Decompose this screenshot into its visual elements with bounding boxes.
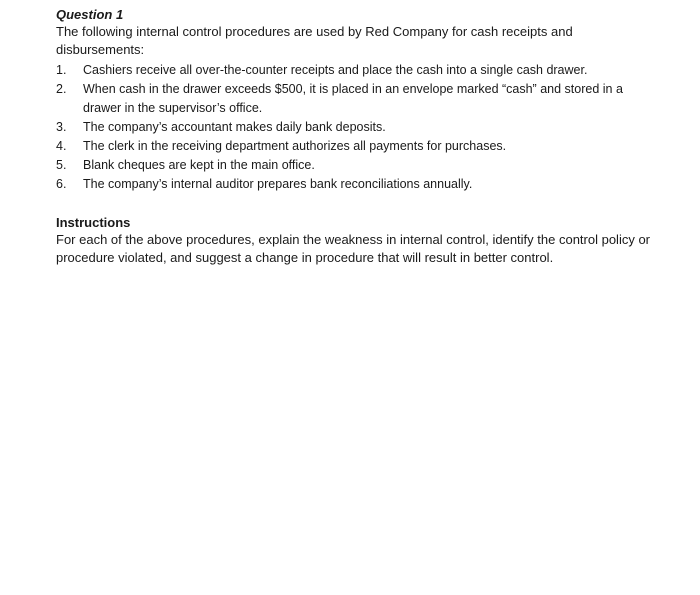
list-item-number: 1. — [56, 63, 67, 77]
list-item-text: Cashiers receive all over-the-counter receipts and place the cash into a single cash drawer. — [83, 63, 588, 77]
list-item-number: 6. — [56, 177, 67, 191]
question-intro: The following internal control procedures are used by Red Company for cash receipts and disbursements: — [56, 24, 573, 57]
list-item-text: The clerk in the receiving department authorizes all payments for purchases. — [83, 139, 507, 153]
list-item-text: The company’s accountant makes daily bank deposits. — [83, 120, 386, 134]
list-item-number: 2. — [56, 82, 67, 96]
list-item — [56, 156, 680, 175]
list-item-text: The company’s internal auditor prepares bank reconciliations annually. — [83, 177, 473, 191]
list-item-text: Blank cheques are kept in the main office. — [83, 158, 315, 172]
list-item — [56, 137, 680, 156]
procedure-list — [56, 61, 680, 194]
instructions-body: For each of the above procedures, explain the weakness in internal control, identify the control policy or procedure violated, and suggest a change in procedure that will result in better control. — [56, 232, 651, 265]
list-item — [56, 80, 680, 118]
list-item-number: 4. — [56, 139, 67, 153]
list-item-number: 3. — [56, 120, 67, 134]
instructions-heading: Instructions — [56, 215, 131, 230]
list-item — [56, 61, 680, 80]
list-item-text: When cash in the drawer exceeds $500, it is placed in an envelope marked “cash” and stored in a drawer in the supervisor’s office. — [83, 82, 623, 115]
list-item — [56, 118, 680, 137]
list-item — [56, 175, 680, 194]
question-title: Question 1 — [56, 7, 124, 22]
list-item-number: 5. — [56, 158, 67, 172]
